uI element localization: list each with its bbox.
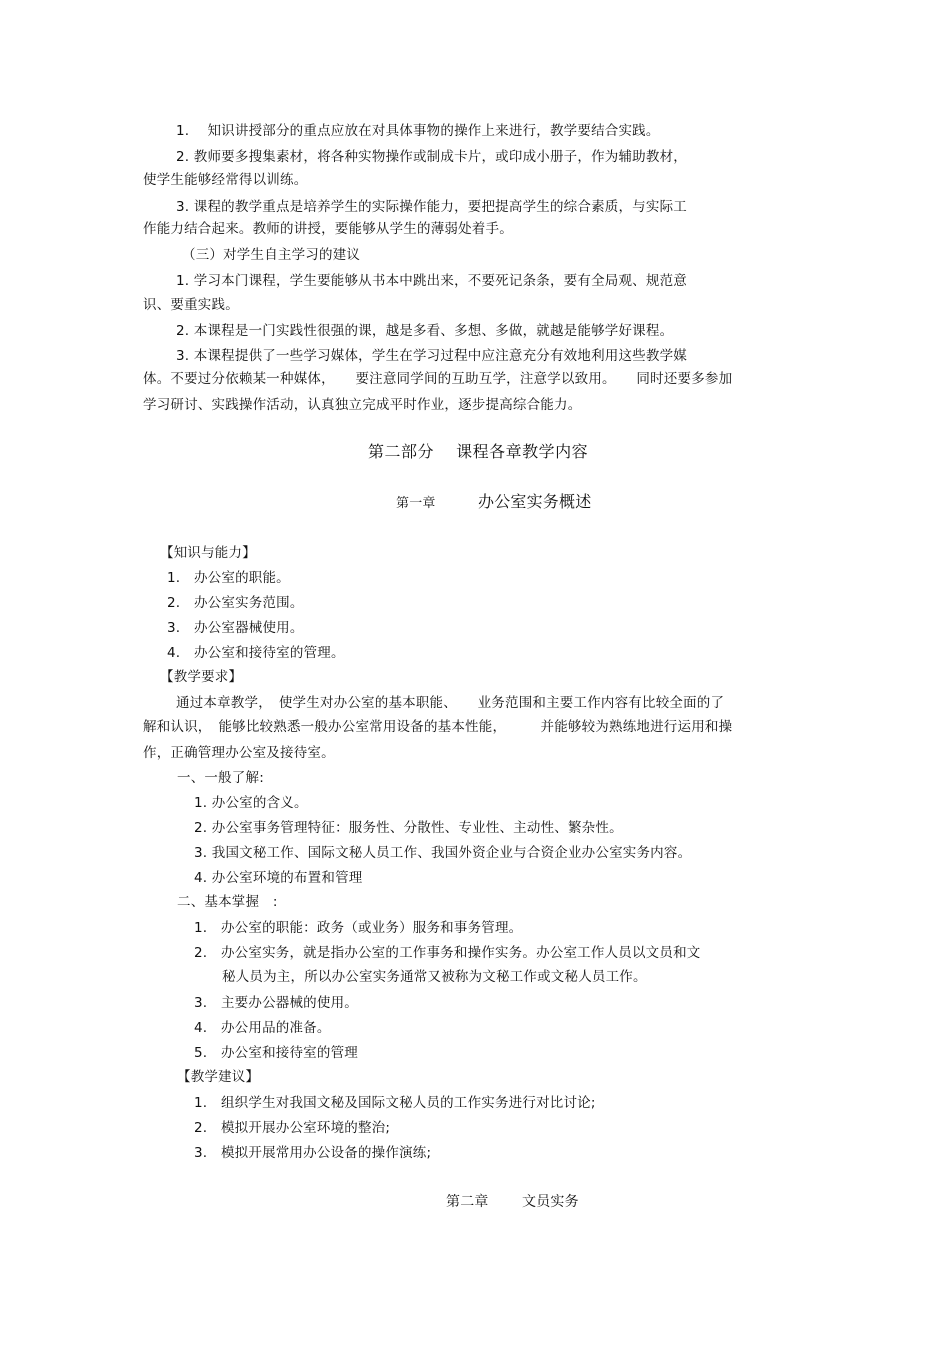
paragraph-line: 作能力结合起来。教师的讲授，要能够从学生的薄弱处着手。 [143, 221, 513, 237]
paragraph-line: 学习研讨、实践操作活动，认真独立完成平时作业，逐步提高综合能力。 [143, 397, 582, 413]
chapter-label: 第二章 [446, 1194, 489, 1210]
chapter-title: 文员实务 [522, 1194, 579, 1210]
chapter-title: 办公室实务概述 [478, 492, 592, 511]
list-item: 2. 办公室事务管理特征：服务性、分散性、专业性、主动性、繁杂性。 [194, 820, 623, 836]
paragraph-line: 作，正确管理办公室及接待室。 [143, 745, 335, 761]
list-item: 1. 组织学生对我国文秘及国际文秘人员的工作实务进行对比讨论; [194, 1095, 596, 1111]
part-heading: 第二部分 课程各章教学内容 [368, 442, 589, 461]
paragraph-line: 1. 知识讲授部分的重点应放在对具体事物的操作上来进行，教学要结合实践。 [176, 123, 660, 139]
bracket-heading: 【教学建议】 [177, 1069, 260, 1085]
list-item: 2. 模拟开展办公室环境的整治; [194, 1120, 391, 1136]
list-item: 2. 办公室实务范围。 [167, 595, 304, 611]
list-item: 1. 办公室的职能。 [167, 570, 290, 586]
list-item: 4. 办公室环境的布置和管理 [194, 870, 363, 886]
list-item: 1. 办公室的含义。 [194, 795, 308, 811]
paragraph-line: 解和认识， 能够比较熟悉一般办公室常用设备的基本性能， 并能够较为熟练地进行运用和操 [143, 719, 733, 735]
paragraph-line: 体。不要过分依赖某一种媒体， 要注意同学间的互助互学，注意学以致用。 同时还要多参加 [143, 371, 733, 387]
list-item: 5. 办公室和接待室的管理 [194, 1045, 358, 1061]
paragraph-line: 3. 本课程提供了一些学习媒体，学生在学习过程中应注意充分有效地利用这些教学媒 [176, 348, 687, 364]
list-item: 4. 办公用品的准备。 [194, 1020, 331, 1036]
bracket-heading: 【知识与能力】 [160, 545, 256, 561]
list-item: 1. 办公室的职能：政务（或业务）服务和事务管理。 [194, 920, 523, 936]
subsection-heading: 一、一般了解: [177, 770, 264, 786]
paragraph-line: 3. 课程的教学重点是培养学生的实际操作能力，要把提高学生的综合素质，与实际工 [176, 199, 687, 215]
chapter-label: 第一章 [396, 496, 436, 511]
list-item: 3. 主要办公器械的使用。 [194, 995, 358, 1011]
bracket-heading: 【教学要求】 [160, 669, 243, 685]
paragraph-line: 使学生能够经常得以训练。 [143, 172, 308, 188]
section-subheading: （三）对学生自主学习的建议 [182, 247, 361, 263]
list-item-continuation: 秘人员为主，所以办公室实务通常又被称为文秘工作或文秘人员工作。 [222, 969, 647, 985]
paragraph-line: 1. 学习本门课程，学生要能够从书本中跳出来，不要死记条条，要有全局观、规范意 [176, 273, 687, 289]
list-item: 3. 办公室器械使用。 [167, 620, 304, 636]
list-item: 3. 模拟开展常用办公设备的操作演练; [194, 1145, 432, 1161]
paragraph-line: 通过本章教学， 使学生对办公室的基本职能、 业务范围和主要工作内容有比较全面的了 [176, 695, 725, 711]
list-item: 3. 我国文秘工作、国际文秘人员工作、我国外资企业与合资企业办公室实务内容。 [194, 845, 692, 861]
paragraph-line: 识、要重实践。 [143, 297, 239, 313]
paragraph-line: 2. 本课程是一门实践性很强的课，越是多看、多想、多做，就越是能够学好课程。 [176, 323, 674, 339]
list-item: 2. 办公室实务，就是指办公室的工作事务和操作实务。办公室工作人员以文员和文 [194, 945, 701, 961]
paragraph-line: 2. 教师要多搜集素材，将各种实物操作或制成卡片，或印成小册子，作为辅助教材， [176, 149, 687, 165]
list-item: 4. 办公室和接待室的管理。 [167, 645, 345, 661]
subsection-heading: 二、基本掌握 : [177, 894, 278, 910]
